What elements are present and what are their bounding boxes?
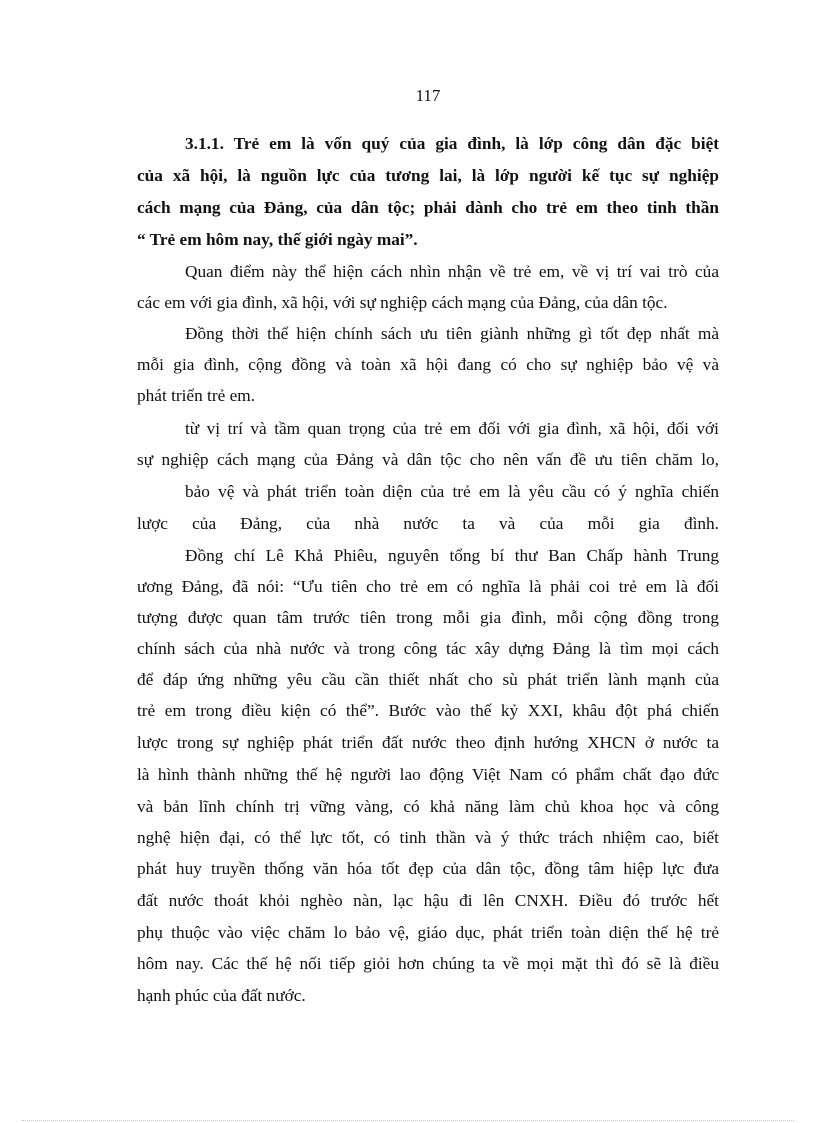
paragraph-4-line-1: bảo vệ và phát triển toàn diện của trẻ em là yêu cầu có ý nghĩa chiến — [185, 482, 719, 501]
paragraph-5-line-5: để đáp ứng những yêu cầu cần thiết nhất cho sù phát triển lành mạnh của — [137, 670, 719, 689]
paragraph-3-line-2: sự nghiệp cách mạng của Đảng và dân tộc cho nên vấn đề ưu tiên chăm lo, — [137, 450, 719, 469]
heading-line-3: cách mạng của Đảng, của dân tộc; phải dành cho trẻ em theo tinh thần — [137, 198, 719, 217]
paragraph-1-line-1: Quan điểm này thể hiện cách nhìn nhận về trẻ em, về vị trí vai trò của — [185, 262, 719, 281]
paragraph-5-line-14: hôm nay. Các thế hệ nối tiếp giỏi hơn chúng ta về mọi mặt thì đó sẽ là điều — [137, 954, 719, 973]
paragraph-5-line-11: phát huy truyền thống văn hóa tốt đẹp của dân tộc, đồng tâm hiệp lực đưa — [137, 859, 719, 878]
paragraph-5-line-1: Đồng chí Lê Khả Phiêu, nguyên tổng bí thư Ban Chấp hành Trung — [185, 546, 719, 565]
heading-line-2: của xã hội, là nguồn lực của tương lai, là lớp người kế tục sự nghiệp — [137, 166, 719, 185]
heading-line-4: “ Trẻ em hôm nay, thế giới ngày mai”. — [137, 230, 418, 249]
paragraph-5-line-2: ương Đảng, đã nói: “Ưu tiên cho trẻ em có nghĩa là phải coi trẻ em là đối — [137, 577, 719, 596]
paragraph-3-line-1: từ vị trí và tầm quan trọng của trẻ em đối với gia đình, xã hội, đối với — [185, 419, 719, 438]
paragraph-5-line-9: và bản lĩnh chính trị vững vàng, có khả năng làm chủ khoa học và công — [137, 797, 719, 816]
paragraph-2-line-3: phát triển trẻ em. — [137, 386, 256, 405]
paragraph-5-line-3: tượng được quan tâm trước tiên trong mỗi gia đình, mỗi cộng đồng trong — [137, 608, 719, 627]
paragraph-4-line-2: lược của Đảng, của nhà nước ta và của mỗi gia đình. — [137, 514, 719, 533]
paragraph-5-line-10: nghệ hiện đại, có thể lực tốt, có tinh thần và ý thức trách nhiệm cao, biết — [137, 828, 719, 847]
paragraph-5-line-12: đất nước thoát khỏi nghèo nàn, lạc hậu đi lên CNXH. Điều đó trước hết — [137, 891, 719, 910]
paragraph-5-line-15: hạnh phúc của đất nước. — [137, 986, 306, 1005]
paragraph-2-line-1: Đồng thời thể hiện chính sách ưu tiên giành những gì tốt đẹp nhất mà — [185, 324, 719, 343]
paragraph-5-line-8: là hình thành những thế hệ người lao động Việt Nam có phẩm chất đạo đức — [137, 765, 719, 784]
paragraph-2-line-2: mỗi gia đình, cộng đồng và toàn xã hội đang có cho sự nghiệp bảo vệ và — [137, 355, 719, 374]
page-bottom-divider — [22, 1120, 794, 1121]
paragraph-5-line-6: trẻ em trong điều kiện có thể”. Bước vào thế kỷ XXI, khâu đột phá chiến — [137, 701, 719, 720]
page-number: 117 — [415, 86, 441, 105]
heading-line-1: 3.1.1. Trẻ em là vốn quý của gia đình, là lớp công dân đặc biệt — [185, 134, 719, 153]
paragraph-5-line-13: phụ thuộc vào việc chăm lo bảo vệ, giáo dục, phát triển toàn diện thế hệ trẻ — [137, 923, 719, 942]
paragraph-5-line-4: chính sách của nhà nước và trong công tác xây dựng Đảng là tìm mọi cách — [137, 639, 719, 658]
paragraph-1-line-2: các em với gia đình, xã hội, với sự nghiệp cách mạng của Đảng, của dân tộc. — [137, 293, 668, 312]
paragraph-5-line-7: lược trong sự nghiệp phát triển đất nước theo định hướng XHCN ở nước ta — [137, 733, 719, 752]
